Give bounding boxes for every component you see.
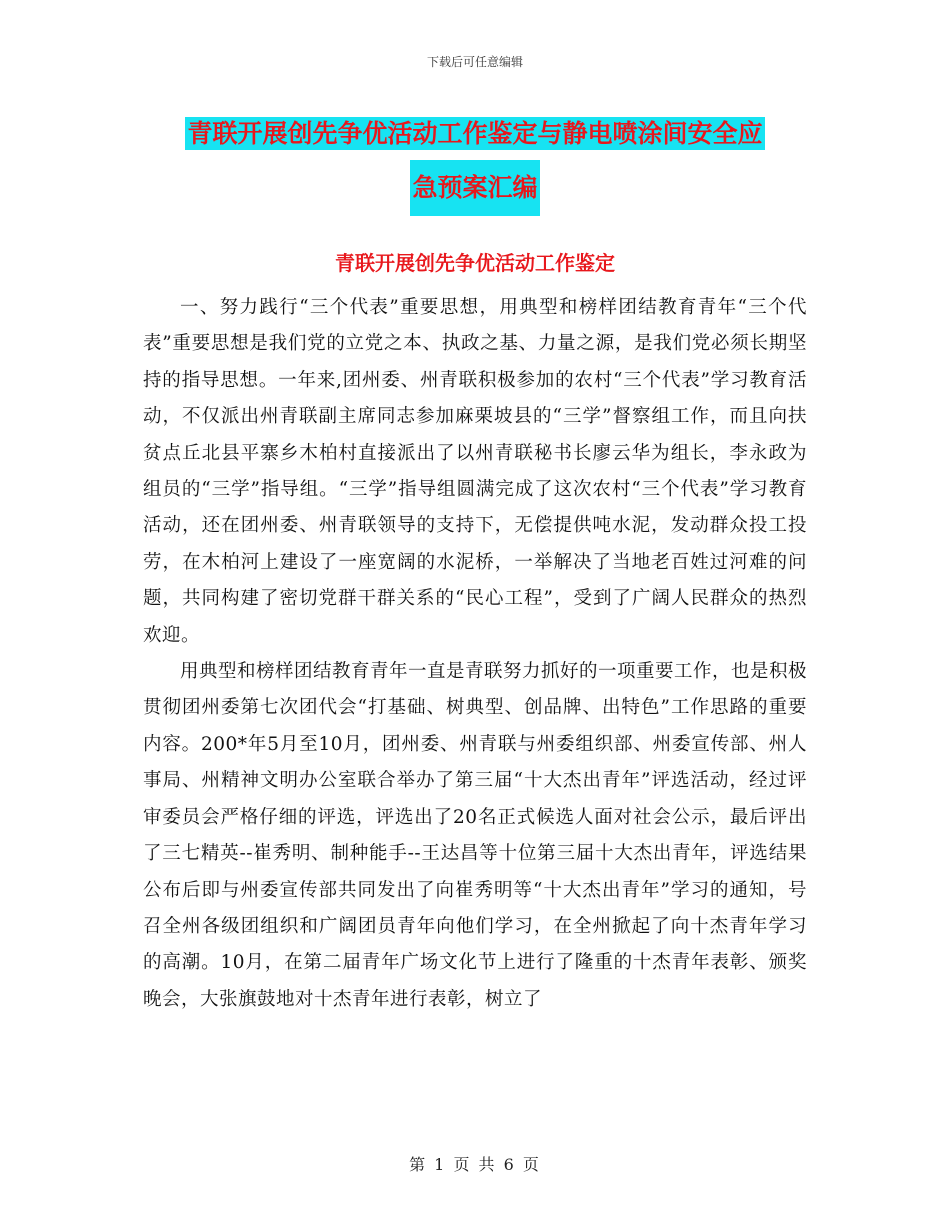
document-title-line2: 急预案汇编 bbox=[410, 160, 539, 216]
document-body bbox=[143, 290, 807, 1018]
paragraph: 用典型和榜样团结教育青年一直是青联努力抓好的一项重要工作，也是积极贯彻团州委第七次团代会“打基础、树典型、创品牌、出特色”工作思路的重要内容。200*年5月至10月，团州委、州青联与州委组织部、州委宣传部、州人事局、州精神文明办公室联合举办了第三届“十大杰出青年”评选活动，经过评审委员会严格仔细的评选，评选出了20名正式候选人面对社会公示，最后评出了三七精英--崔秀明、制种能手--王达昌等十位第三届十大杰出青年，评选结果公布后即与州委宣传部共同发出了向崔秀明等“十大杰出青年”学习的通知，号召全州各级团组织和广阔团员青年向他们学习，在全州掀起了向十杰青年学习的高潮。10月，在第二届青年广场文化节上进行了隆重的十杰青年表彰、颁奖晚会，大张旗鼓地对十杰青年进行表彰，树立了 bbox=[143, 661, 808, 1010]
section-title: 青联开展创先争优活动工作鉴定 bbox=[335, 251, 615, 275]
paragraph: 一、努力践行“三个代表”重要思想，用典型和榜样团结教育青年“三个代表”重要思想是我们党的立党之本、执政之基、力量之源，是我们党必须长期坚持的指导思想。一年来,团州委、州青联积极参加的农村“三个代表”学习教育活动，不仅派出州青联副主席同志参加麻栗坡县的“三学”督察组工作，而且向扶贫点丘北县平寨乡木柏村直接派出了以州青联秘书长廖云华为组长，李永政为组员的“三学”指导组。“三学”指导组圆满完成了这次农村“三个代表”学习教育活动，还在团州委、州青联领导的支持下，无偿提供吨水泥，发动群众投工投劳，在木柏河上建设了一座宽阔的水泥桥，一举解决了当地老百姓过河难的问题，共同构建了密切党群干群关系的“民心工程”，受到了广阔人民群众的热烈欢迎。 bbox=[143, 297, 807, 646]
header-note: 下载后可任意编辑 bbox=[426, 55, 523, 69]
document-title bbox=[0, 108, 950, 216]
page-number: 第 1 页 共 6 页 bbox=[409, 1155, 541, 1174]
document-title-line1: 青联开展创先争优活动工作鉴定与静电喷涂间安全应 bbox=[187, 119, 763, 148]
